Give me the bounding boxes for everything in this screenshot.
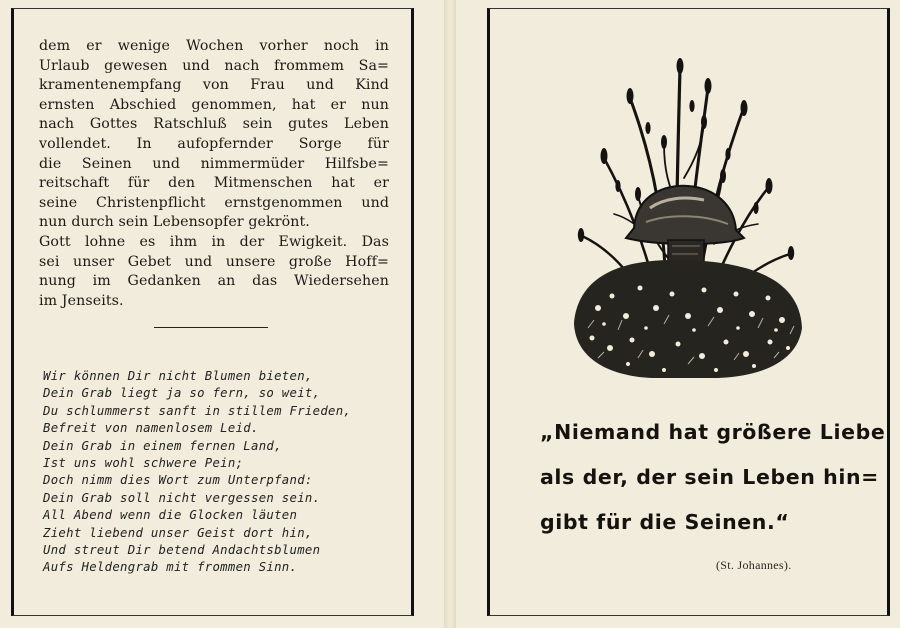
poem-line: Dein Grab in einem fernen Land, <box>43 438 282 453</box>
prose-line: reitschaft für den Mitmenschen hat er <box>39 175 389 192</box>
poem-line: Wir können Dir nicht Blumen bieten, <box>43 369 313 383</box>
poem-line: All Abend wenn die Glocken läuten <box>43 508 298 523</box>
poem-line: Dein Grab liegt ja so fern, so weit, <box>43 386 321 401</box>
prose-line: Gott lohne es ihm in der Ewigkeit. Das <box>39 233 389 250</box>
prose-line: kramentenempfang von Frau und Kind <box>39 77 389 94</box>
poem-line: Und streut Dir betend Andachtsblumen <box>43 543 321 558</box>
poem-line: Ist uns wohl schwere Pein; <box>43 456 244 471</box>
poem-line: Zieht liebend unser Geist dort hin, <box>43 525 313 540</box>
scripture-quote <box>540 410 886 545</box>
prose-line: ernsten Abschied genommen, hat er nun <box>39 96 389 113</box>
prose-line: sei unser Gebet und unsere große Hoff= <box>39 253 389 270</box>
prose-line: nung im Gedanken an das Wiedersehen <box>39 273 389 290</box>
prose-line: nun durch sein Lebensopfer gekrönt. <box>39 214 310 231</box>
prose-line: Urlaub gewesen und nach frommem Sa= <box>39 57 389 74</box>
quote-line: „Niemand hat größere Liebe <box>540 420 886 444</box>
section-divider <box>154 327 268 328</box>
prose-line: seine Christenpflicht ernstgenommen und <box>39 194 389 211</box>
grave-mound <box>574 260 802 378</box>
poem-line: Doch nimm dies Wort zum Unterpfand: <box>43 473 313 488</box>
poem-line: Befreit von namenlosem Leid. <box>43 421 259 436</box>
prose-line: dem er wenige Wochen vorher noch in <box>39 38 389 54</box>
memorial-prose <box>39 37 389 311</box>
helmet-grave-illustration <box>568 58 808 382</box>
quote-line: als der, der sein Leben hin= <box>540 465 879 489</box>
memorial-poem <box>43 368 383 577</box>
quote-line: gibt für die Seinen.“ <box>540 510 790 534</box>
prose-line: im Jenseits. <box>39 292 124 309</box>
poem-line: Du schlummerst sanft in stillem Frieden, <box>43 403 352 418</box>
poem-line: Aufs Heldengrab mit frommen Sinn. <box>43 560 298 575</box>
card-fold <box>444 0 456 628</box>
prose-line: die Seinen und nimmermüder Hilfsbe= <box>39 155 389 172</box>
quote-attribution: (St. Johannes). <box>716 558 792 572</box>
prose-line: nach Gottes Ratschluß sein gutes Leben <box>39 116 389 133</box>
prose-line: vollendet. In aufopfernder Sorge für <box>39 135 389 152</box>
poem-line: Dein Grab soll nicht vergessen sein. <box>43 490 321 505</box>
